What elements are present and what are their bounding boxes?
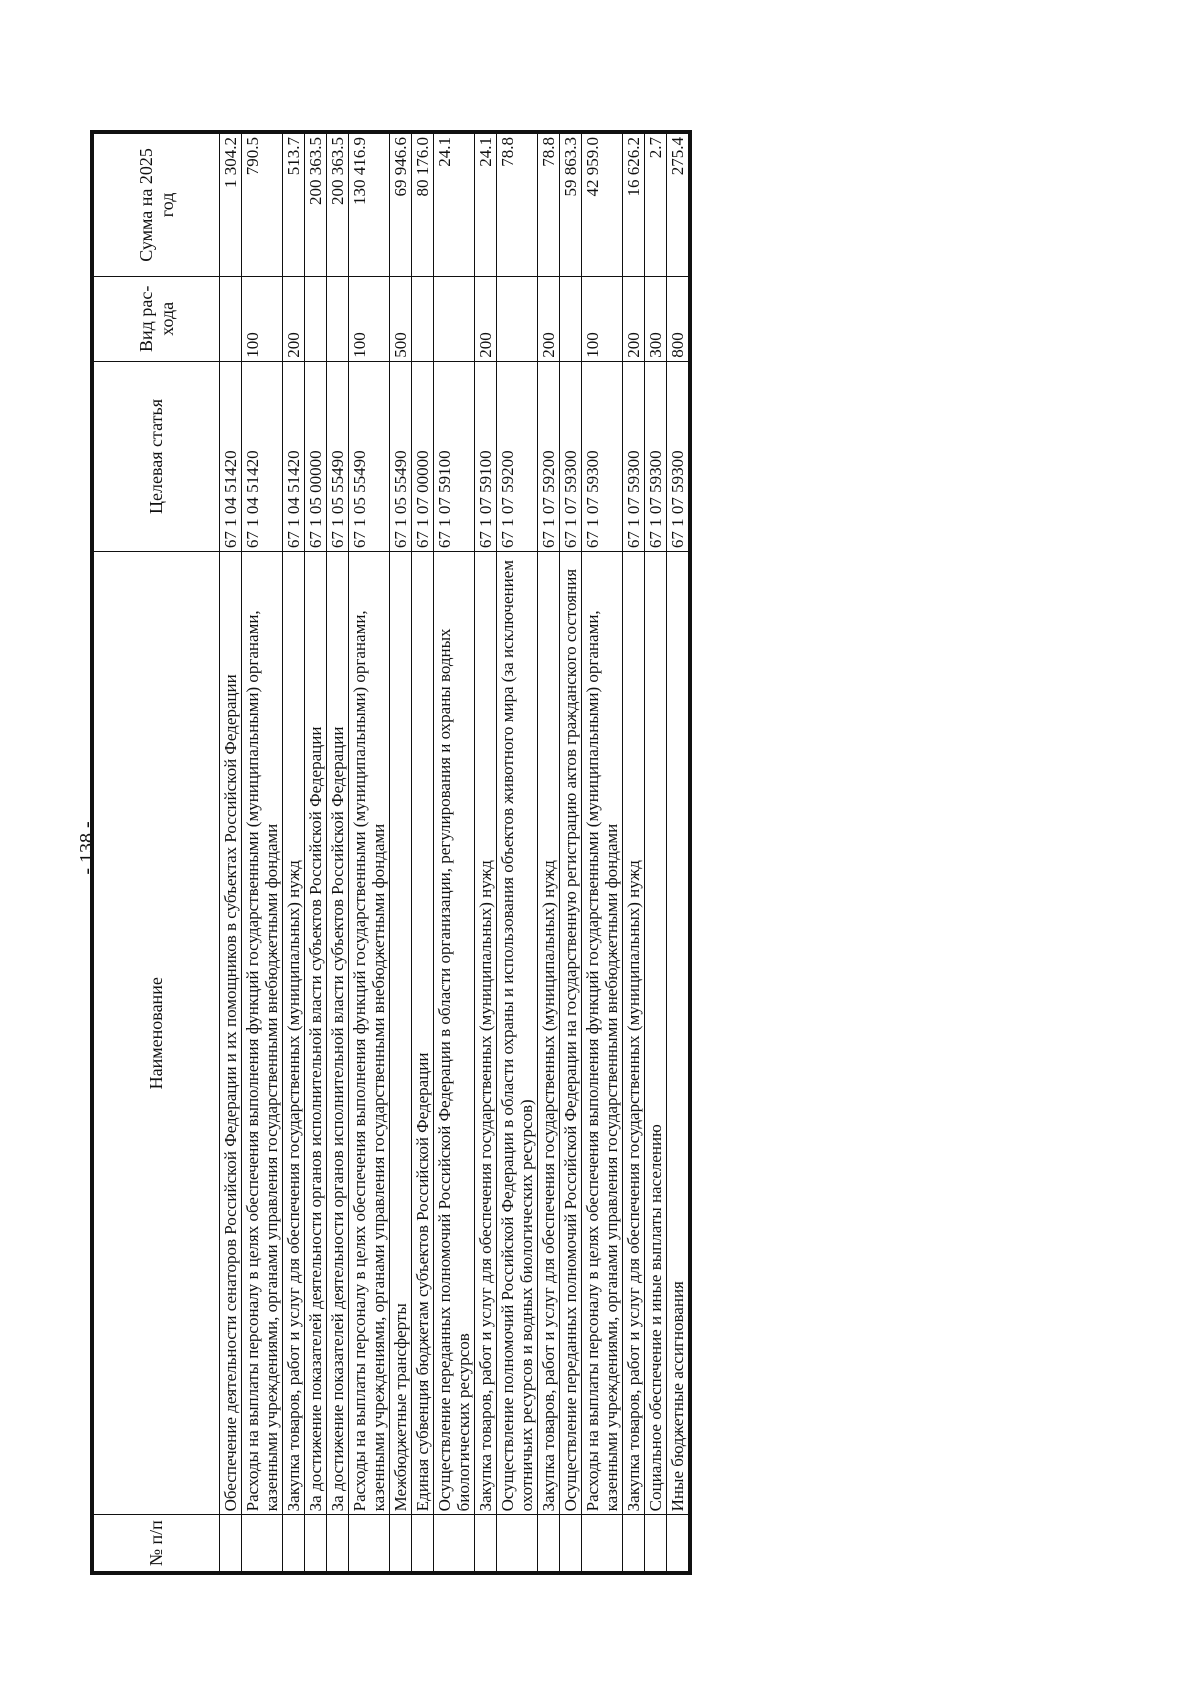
row-sum: 78.8 [497,134,538,277]
row-sum: 1 304.2 [220,134,242,277]
row-name: Закупка товаров, работ и услуг для обеспечения государственных (муниципальных) нужд [538,552,560,1515]
row-number [220,1515,242,1572]
table-row [582,134,623,1572]
row-number [497,1515,538,1572]
row-number [645,1515,667,1572]
table-row [412,134,434,1572]
table-row [667,134,689,1572]
row-expense-type [497,276,538,361]
row-name: Обеспечение деятельности сенаторов Российской Федерации и их помощников в субъектах Российской Федерации [220,552,242,1515]
table-row [434,134,475,1572]
row-target-article: 67 1 07 59200 [538,361,560,551]
row-target-article: 67 1 07 59200 [497,361,538,551]
row-sum: 59 863.3 [560,134,582,277]
row-sum: 80 176.0 [412,134,434,277]
row-name: За достижение показателей деятельности органов исполнительной власти субъектов Российской Федерации [305,552,327,1515]
table-header-row [94,134,220,1572]
row-expense-type [412,276,434,361]
row-name: Закупка товаров, работ и услуг для обеспечения государственных (муниципальных) нужд [623,552,645,1515]
table-row [283,134,305,1572]
row-sum: 24.1 [434,134,475,277]
row-target-article: 67 1 04 51420 [283,361,305,551]
row-expense-type: 200 [538,276,560,361]
row-sum: 16 626.2 [623,134,645,277]
row-sum: 24.1 [475,134,497,277]
table-row [497,134,538,1572]
row-target-article: 67 1 07 59300 [667,361,689,551]
row-number [349,1515,390,1572]
table-row [327,134,349,1572]
row-target-article: 67 1 05 55490 [390,361,412,551]
row-name: Закупка товаров, работ и услуг для обеспечения государственных (муниципальных) нужд [475,552,497,1515]
row-expense-type: 100 [242,276,283,361]
table-row [349,134,390,1572]
row-name: Закупка товаров, работ и услуг для обеспечения государственных (муниципальных) нужд [283,552,305,1515]
row-name: Расходы на выплаты персоналу в целях обеспечения выполнения функций государственными (муниципальными) органами, казенными учреждениями, органами управления государственными внебюджетными фондами [349,552,390,1515]
row-sum: 513.7 [283,134,305,277]
row-number [538,1515,560,1572]
table-row [220,134,242,1572]
row-sum: 200 363.5 [305,134,327,277]
row-number [667,1515,689,1572]
row-expense-type [327,276,349,361]
row-name: Осуществление переданных полномочий Российской Федерации в области организации, регулирования и охраны водных биологических ресурсов [434,552,475,1515]
row-target-article: 67 1 07 00000 [412,361,434,551]
row-name: Расходы на выплаты персоналу в целях обеспечения выполнения функций государственными (муниципальными) органами, казенными учреждениями, органами управления государственными внебюджетными фондами [242,552,283,1515]
table-row [645,134,667,1572]
row-target-article: 67 1 07 59300 [623,361,645,551]
header-number: № п/п [94,1515,220,1572]
header-sum-2025: Сумма на 2025 год [94,134,220,277]
row-number [412,1515,434,1572]
row-number [305,1515,327,1572]
header-expense-type: Вид рас- хода [94,276,220,361]
row-target-article: 67 1 07 59300 [582,361,623,551]
table-row [623,134,645,1572]
row-expense-type: 200 [475,276,497,361]
row-expense-type: 300 [645,276,667,361]
row-number [242,1515,283,1572]
row-expense-type [434,276,475,361]
row-number [560,1515,582,1572]
header-target-article: Целевая статья [94,361,220,551]
row-sum: 2.7 [645,134,667,277]
row-expense-type: 800 [667,276,689,361]
row-target-article: 67 1 05 00000 [305,361,327,551]
row-number [623,1515,645,1572]
header-name: Наименование [94,552,220,1515]
row-expense-type [560,276,582,361]
row-number [283,1515,305,1572]
table-row [305,134,327,1572]
row-name: Социальное обеспечение и иные выплаты населению [645,552,667,1515]
page-number: - 138 - [76,821,98,875]
row-expense-type [305,276,327,361]
row-expense-type: 100 [349,276,390,361]
row-expense-type: 500 [390,276,412,361]
row-sum: 200 363.5 [327,134,349,277]
row-name: За достижение показателей деятельности органов исполнительной власти субъектов Российской Федерации [327,552,349,1515]
row-sum: 790.5 [242,134,283,277]
row-name: Осуществление переданных полномочий Российской Федерации на государственную регистрацию актов гражданского состояния [560,552,582,1515]
row-sum: 275.4 [667,134,689,277]
table-row [242,134,283,1572]
row-name: Единая субвенция бюджетам субъектов Российской Федерации [412,552,434,1515]
row-sum: 130 416.9 [349,134,390,277]
row-expense-type [220,276,242,361]
budget-table [93,133,689,1572]
row-target-article: 67 1 05 55490 [349,361,390,551]
row-number [327,1515,349,1572]
row-expense-type: 200 [623,276,645,361]
row-target-article: 67 1 05 55490 [327,361,349,551]
row-sum: 42 959.0 [582,134,623,277]
row-number [582,1515,623,1572]
row-expense-type: 200 [283,276,305,361]
row-target-article: 67 1 07 59300 [645,361,667,551]
row-target-article: 67 1 07 59300 [560,361,582,551]
row-sum: 78.8 [538,134,560,277]
row-name: Осуществление полномочий Российской Федерации в области охраны и использования объектов животного мира (за исключением охотничьих ресурсов и водных биологических ресурсов) [497,552,538,1515]
row-number [475,1515,497,1572]
table-row [390,134,412,1572]
table-row [475,134,497,1572]
row-target-article: 67 1 07 59100 [475,361,497,551]
row-sum: 69 946.6 [390,134,412,277]
row-number [390,1515,412,1572]
table-row [560,134,582,1572]
table-row [538,134,560,1572]
row-name: Расходы на выплаты персоналу в целях обеспечения выполнения функций государственными (муниципальными) органами, казенными учреждениями, органами управления государственными внебюджетными фондами [582,552,623,1515]
row-expense-type: 100 [582,276,623,361]
table-body [220,134,689,1572]
row-name: Иные бюджетные ассигнования [667,552,689,1515]
row-target-article: 67 1 07 59100 [434,361,475,551]
row-name: Межбюджетные трансферты [390,552,412,1515]
row-target-article: 67 1 04 51420 [242,361,283,551]
row-number [434,1515,475,1572]
row-target-article: 67 1 04 51420 [220,361,242,551]
